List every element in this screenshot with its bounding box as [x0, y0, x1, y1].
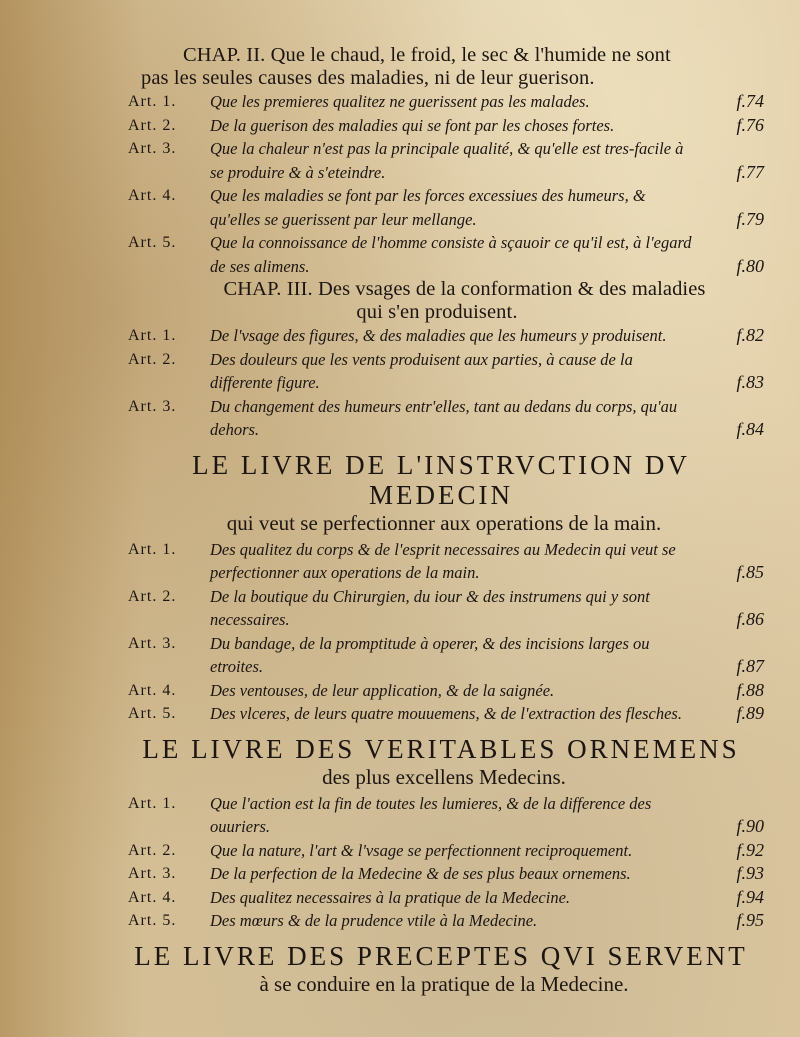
article-entry [128, 184, 766, 231]
book-subheading: qui veut se perfectionner aux operations de la main. [226, 510, 662, 535]
chapter-heading [128, 44, 766, 90]
article-title: Que les maladies se font par les forces excessiues des humeurs, & qu'elles se guerissent par leur mellange. [210, 186, 646, 229]
folio-number: f.80 [736, 255, 764, 276]
book-heading: LE LIVRE DE L'INSTRVCTION DV MEDECIN [192, 449, 690, 510]
folio-number: f.83 [736, 372, 764, 392]
book-subheading: des plus excellens Medecins. [322, 764, 566, 789]
article-entry [128, 585, 766, 632]
article-entry [128, 792, 766, 839]
folio-number: f.79 [736, 208, 764, 229]
article-title: Des vlceres, de leurs quatre mouuemens, & de l'extraction des flesches. [210, 704, 682, 723]
article-title: Des mœurs & de la prudence vtile à la Medecine. [210, 911, 538, 930]
chapter-heading-line: CHAP. II. Que le chaud, le froid, le sec & l'humide ne sont [183, 44, 671, 66]
folio-number: f.90 [736, 816, 764, 836]
article-title: Du changement des humeurs entr'elles, tant au dedans du corps, qu'au dehors. [210, 396, 678, 439]
folio-number: f.92 [736, 839, 764, 860]
article-label: Art. 1. [128, 327, 177, 344]
article-label: Art. 3. [128, 397, 177, 415]
folio-number: f.86 [736, 609, 764, 629]
article-label: Art. 5. [128, 705, 177, 722]
article-entry [128, 348, 766, 395]
article-label: Art. 4. [128, 187, 177, 204]
article-entry [128, 909, 766, 933]
article-title: Que les premieres qualitez ne guerissent pas les malades. [210, 92, 590, 111]
folio-number: f.94 [736, 886, 764, 907]
article-title: Que la connoissance de l'homme consiste à sçauoir ce qu'il est, à l'egard de ses alimens. [210, 233, 692, 276]
folio-number: f.77 [736, 161, 764, 182]
article-title: De la perfection de la Medecine & de ses plus beaux ornemens. [210, 864, 631, 883]
article-entry [128, 231, 766, 278]
article-entry [128, 862, 766, 886]
article-entry [128, 886, 766, 910]
article-label: Art. 1. [128, 794, 177, 812]
book-heading: LE LIVRE DES PRECEPTES QVI SERVENT [134, 940, 748, 971]
folio-number: f.95 [736, 910, 764, 930]
article-label: Art. 2. [128, 350, 177, 368]
folio-number: f.89 [736, 703, 764, 723]
article-entry [128, 137, 766, 184]
article-label: Art. 1. [128, 93, 177, 110]
chapter-heading-line: pas les seules causes des maladies, ni de leur guerison. [141, 67, 595, 89]
article-title: Que la nature, l'art & l'vsage se perfectionnent reciproquement. [210, 840, 633, 860]
article-title: Des qualitez necessaires à la pratique de la Medecine. [210, 887, 571, 907]
article-label: Art. 4. [128, 888, 177, 906]
folio-number: f.87 [736, 656, 764, 676]
article-title: Que la chaleur n'est pas la principale qualité, & qu'elle est tres-facile à se produire & à s'eteindre. [210, 139, 684, 182]
article-entry [128, 395, 766, 442]
article-entry [128, 324, 766, 348]
table-of-contents [128, 44, 766, 997]
folio-number: f.82 [736, 325, 764, 345]
folio-number: f.93 [736, 863, 764, 883]
chapter-heading [128, 278, 766, 324]
article-entry [128, 679, 766, 703]
folio-number: f.85 [736, 562, 764, 582]
book-subheading: à se conduire en la pratique de la Medecine. [259, 971, 629, 996]
folio-number: f.88 [736, 679, 764, 700]
article-label: Art. 3. [128, 140, 177, 157]
folio-number: f.74 [736, 91, 764, 111]
article-title: Des qualitez du corps & de l'esprit necessaires au Medecin qui veut se perfectionner aux operations de la main. [210, 539, 676, 582]
article-title: De la boutique du Chirurgien, du iour & des instrumens qui y sont necessaires. [210, 586, 650, 629]
article-title: Des douleurs que les vents produisent aux parties, à cause de la differente figure. [210, 349, 633, 392]
book-heading: LE LIVRE DES VERITABLES ORNEMENS [142, 733, 740, 764]
article-label: Art. 5. [128, 234, 177, 251]
article-label: Art. 4. [128, 681, 177, 699]
article-entry [128, 538, 766, 585]
article-title: Que l'action est la fin de toutes les lumieres, & de la difference des ouuriers. [210, 793, 652, 836]
article-entry [128, 90, 766, 114]
chapter-heading-line: qui s'en produisent. [356, 301, 518, 323]
chapter-heading-line: CHAP. III. Des vsages de la conformation & des maladies [223, 278, 706, 300]
article-label: Art. 2. [128, 116, 177, 134]
article-title: De la guerison des maladies qui se font par les choses fortes. [210, 115, 615, 135]
article-label: Art. 2. [128, 841, 177, 859]
article-entry [128, 114, 766, 138]
article-title: Du bandage, de la promptitude à operer, & des incisions larges ou etroites. [210, 633, 650, 676]
article-entry [128, 702, 766, 726]
folio-number: f.76 [736, 114, 764, 135]
article-label: Art. 5. [128, 912, 177, 929]
article-title: Des ventouses, de leur application, & de la saignée. [210, 680, 555, 700]
article-label: Art. 2. [128, 587, 177, 605]
article-title: De l'vsage des figures, & des maladies que les humeurs y produisent. [210, 326, 667, 345]
folio-number: f.84 [736, 419, 764, 439]
article-label: Art. 1. [128, 540, 177, 558]
article-label: Art. 3. [128, 865, 177, 882]
article-entry [128, 632, 766, 679]
article-entry [128, 839, 766, 863]
article-label: Art. 3. [128, 634, 177, 652]
